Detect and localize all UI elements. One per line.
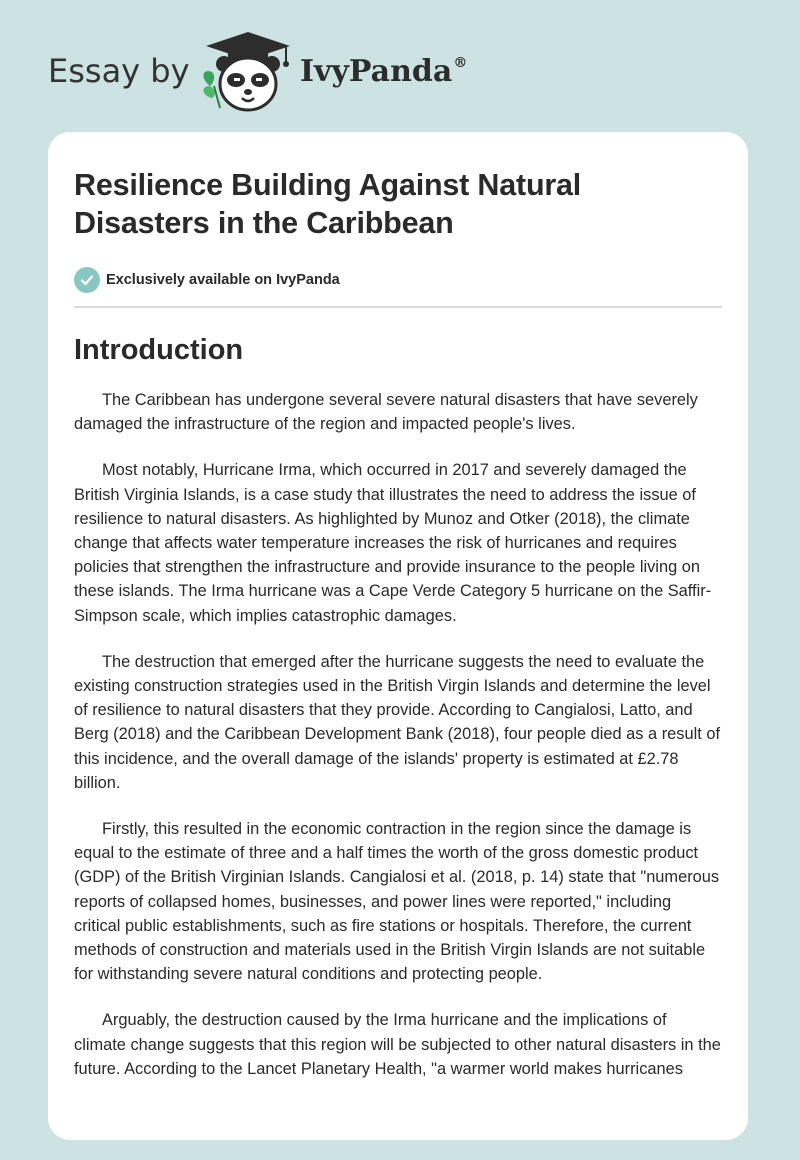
site-header [48, 28, 752, 118]
brand-text: IvyPanda [300, 54, 453, 89]
paragraph: Firstly, this resulted in the economic contraction in the region since the damage is equal to the estimate of three and a half times the worth of the gross domestic product (GDP) of the British Virginian Islands. Cangialosi et al. (2018, p. 14) state that "numerous reports of collapsed homes, businesses, and power lines were reported," including critical public establishments, such as fire stations or hospitals. Therefore, the current methods of construction and materials used in the British Virgin Islands are not suitable for withstanding severe natural conditions and protecting people. [74, 820, 720, 984]
divider [74, 306, 722, 308]
paragraph: Most notably, Hurricane Irma, which occurred in 2017 and severely damaged the British Virginia Islands, is a case study that illustrates the need to address the issue of resilience to natural disasters. As highlighted by Munoz and Otker (2018), the climate change that affects water temperature increases the risk of hurricanes and requires policies that strengthen the infrastructure and provide insurance to the people living on these islands. The Irma hurricane was a Cape Verde Category 5 hurricane on the Saffir-Simpson scale, which implies catastrophic damages. [74, 461, 712, 625]
essay-by-label: Essay by [48, 52, 190, 90]
paragraph: Arguably, the destruction caused by the Irma hurricane and the implications of climate change suggests that this region will be subjected to other natural disasters in the future. According to the Lancet Planetary Health, "a warmer world makes hurricanes [74, 1011, 721, 1078]
registered-mark: ® [453, 55, 468, 71]
paragraph: The destruction that emerged after the hurricane suggests the need to evaluate the existing construction strategies used in the British Virgin Islands and determine the level of resilience to natural disasters that they provide. According to Cangialosi, Latto, and Berg (2018) and the Caribbean Development Bank (2018), four people died as a result of this incidence, and the overall damage of the islands' property is estimated at £2.78 billion. [74, 652, 721, 792]
brand-name[interactable] [300, 54, 467, 89]
essay-title: Resilience Building Against Natural Disasters in the Caribbean [74, 168, 582, 240]
exclusive-label: Exclusively available on IvyPanda [106, 272, 340, 288]
essay-card [48, 132, 748, 1140]
section-heading: Introduction [74, 334, 244, 366]
panda-logo-icon[interactable] [198, 28, 298, 114]
checkmark-icon [74, 267, 100, 293]
paragraph: The Caribbean has undergone several severe natural disasters that have severely damaged the infrastructure of the region and impacted people's lives. [74, 391, 698, 434]
exclusive-badge [74, 266, 722, 294]
